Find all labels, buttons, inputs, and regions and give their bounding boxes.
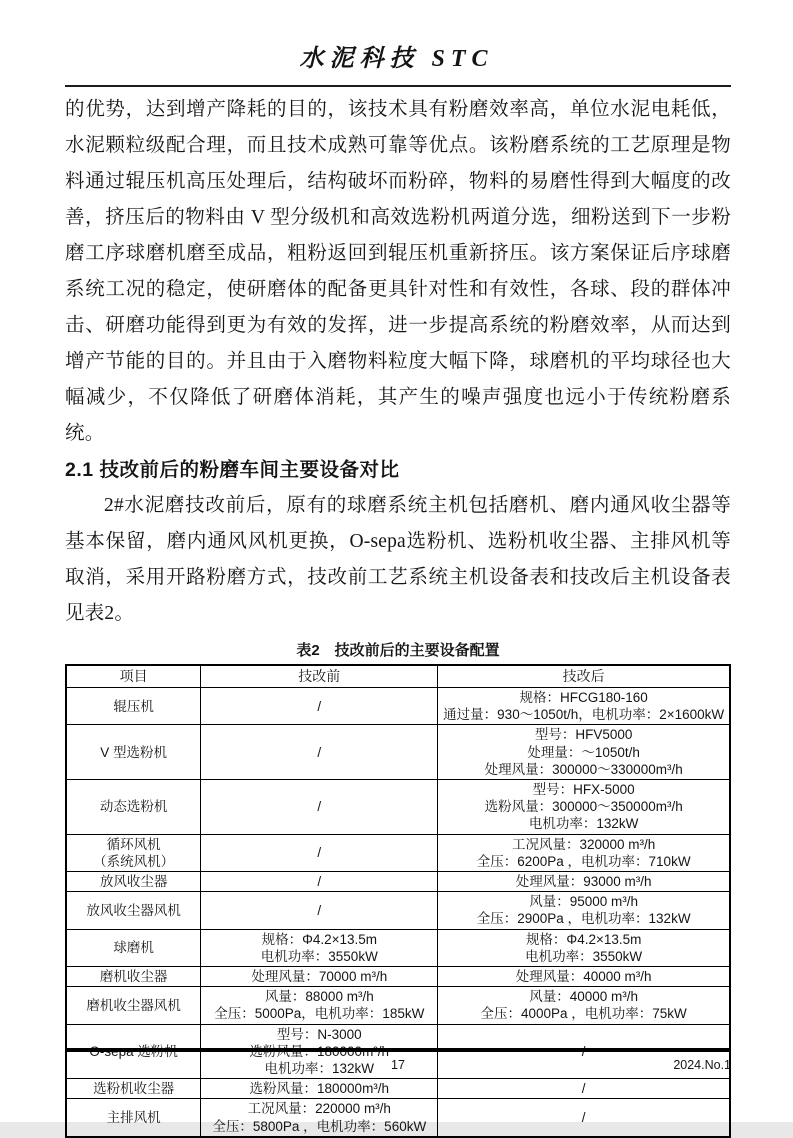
cell-line: 电机功率：3550kW [525, 948, 643, 964]
cell-line: / [317, 902, 322, 918]
section-heading: 2.1 技改前后的粉磨车间主要设备对比 [65, 459, 400, 481]
cell-line: 放风收尘器风机 [86, 902, 181, 918]
cell-item [66, 892, 201, 929]
cell-before [201, 987, 438, 1024]
cell-line: 全压：5800Pa ，电机功率：560kW [212, 1118, 427, 1134]
cell-line: 电机功率：132kW [528, 816, 639, 832]
cell-line: 通过量：930～1050t/h，电机功率：2×1600kW [443, 707, 725, 723]
cell-line: 磨机收尘器风机 [86, 997, 181, 1013]
cell-line: / [581, 1110, 586, 1126]
cell-after [438, 987, 730, 1024]
table-row [66, 929, 730, 966]
cell-line: 工况风量：320000 m³/h [512, 836, 656, 852]
table-row [66, 1079, 730, 1099]
cell-before [201, 872, 438, 892]
cell-before [201, 929, 438, 966]
cell-line: 球磨机 [113, 940, 154, 956]
cell-after [438, 892, 730, 929]
cell-line: V 型选粉机 [100, 744, 168, 760]
cell-line: 型号：HFV5000 [534, 727, 633, 743]
table-header-row [66, 665, 730, 688]
table-caption: 表2 技改前后的主要设备配置 [296, 642, 500, 659]
cell-line: 工况风量：220000 m³/h [247, 1101, 391, 1117]
cell-line: 型号：HFX-5000 [532, 782, 635, 798]
cell-line: 全压：6200Pa ，电机功率：710kW [476, 853, 691, 869]
table-row [66, 872, 730, 892]
cell-line: / [317, 845, 322, 861]
cell-item [66, 780, 201, 835]
cell-before [201, 967, 438, 987]
cell-item [66, 967, 201, 987]
cell-item [66, 725, 201, 780]
cell-line: 选粉机收尘器 [93, 1081, 175, 1097]
cell-line: 磨机收尘器 [99, 969, 168, 985]
cell-line: 主排风机 [106, 1110, 161, 1126]
cell-after [438, 967, 730, 987]
cell-line: 规格：Φ4.2×13.5m [525, 931, 642, 947]
table-row [66, 987, 730, 1024]
cell-line: 选粉风量：300000～350000m³/h [484, 799, 683, 815]
cell-line: / [581, 1081, 586, 1097]
table-row [66, 967, 730, 987]
cell-before [201, 892, 438, 929]
cell-line: 全压：2900Pa ，电机功率：132kW [476, 911, 691, 927]
cell-line: 风量：95000 m³/h [529, 894, 639, 910]
cell-item [66, 872, 201, 892]
cell-item [66, 834, 201, 871]
cell-after [438, 872, 730, 892]
table-row [66, 1099, 730, 1137]
cell-line: 电机功率：3550kW [260, 948, 378, 964]
cell-before [201, 1079, 438, 1099]
cell-after [438, 1099, 730, 1137]
cell-before [201, 834, 438, 871]
issue-label: 2024.No.1 [673, 1058, 731, 1072]
cell-line: 电机功率：132kW [264, 1061, 375, 1077]
cell-line: 处理量：～1050t/h [527, 744, 640, 760]
cell-line: 处理风量：93000 m³/h [515, 874, 652, 890]
cell-item [66, 929, 201, 966]
cell-line: 处理风量：40000 m³/h [515, 969, 652, 985]
cell-before [201, 1099, 438, 1137]
cell-before [201, 725, 438, 780]
cell-after [438, 725, 730, 780]
cell-line: / [317, 874, 322, 890]
cell-after [438, 929, 730, 966]
journal-title: 水泥科技 STC [299, 46, 494, 72]
table-row [66, 834, 730, 871]
footer-rule [65, 1048, 731, 1052]
cell-item [66, 1079, 201, 1099]
cell-line: 风量：40000 m³/h [529, 989, 639, 1005]
cell-before [201, 688, 438, 725]
page-footer [65, 1056, 731, 1074]
cell-line: / [317, 698, 322, 714]
cell-item [66, 987, 201, 1024]
cell-line: 风量：88000 m³/h [264, 989, 374, 1005]
page-content [65, 92, 731, 1138]
column-header-before: 技改前 [201, 665, 438, 688]
cell-line: 型号：N-3000 [276, 1026, 362, 1042]
header-rule [65, 85, 731, 87]
table-row [66, 688, 730, 725]
cell-line: 选粉风量：180000m³/h [249, 1081, 390, 1097]
cell-line: （系统风机） [93, 853, 175, 869]
column-header-item: 项目 [66, 665, 201, 688]
cell-line: 处理风量：70000 m³/h [251, 969, 388, 985]
cell-after [438, 688, 730, 725]
cell-after [438, 834, 730, 871]
table-row [66, 725, 730, 780]
cell-line: 规格：HFCG180-160 [519, 690, 648, 705]
cell-item [66, 688, 201, 725]
cell-line: 辊压机 [113, 698, 154, 714]
cell-line: / [317, 799, 322, 815]
cell-line: 动态选粉机 [99, 799, 168, 815]
cell-line: 放风收尘器 [99, 874, 168, 890]
cell-after [438, 1079, 730, 1099]
cell-item [66, 1099, 201, 1137]
cell-line: 循环风机 [106, 836, 161, 852]
body-paragraph-2: 2#水泥磨技改前后，原有的球磨系统主机包括磨机、磨内通风收尘器等基本保留，磨内通风风机更换，O-sepa选粉机、选粉机收尘器、主排风机等取消，采用开路粉磨方式，技改前工艺系统主机设备表和技改后主机设备表见表2。 [65, 495, 731, 624]
table-row [66, 892, 730, 929]
body-paragraph-1: 的优势，达到增产降耗的目的，该技术具有粉磨效率高，单位水泥电耗低，水泥颗粒级配合理，而且技术成熟可靠等优点。该粉磨系统的工艺原理是物料通过辊压机高压处理后，结构破坏而粉碎，物料的易磨性得到大幅度的改善，挤压后的物料由 V 型分级机和高效选粉机两道分选，细粉送到下一步粉磨工序球磨机磨至成品，粗粉返回到辊压机重新挤压。该方案保证后序球磨系统工况的稳定，使研磨体的配备更具针对性和有效性，各球、段的群体冲击、研磨功能得到更为有效的发挥，进一步提高系统的粉磨效率，从而达到增产节能的目的。并且由于入磨物料粒度大幅下降，球磨机的平均球径也大幅减少，不仅降低了研磨体消耗，其产生的噪声强度也远小于传统粉磨系统。 [65, 99, 731, 444]
table-row [66, 780, 730, 835]
cell-line: / [317, 744, 322, 760]
column-header-after: 技改后 [438, 665, 730, 688]
page-number: 17 [391, 1058, 405, 1072]
cell-line: 全压：5000Pa，电机功率：185kW [214, 1006, 425, 1022]
cell-line: 规格：Φ4.2×13.5m [261, 931, 378, 947]
cell-after [438, 780, 730, 835]
cell-before [201, 780, 438, 835]
cell-line: 全压：4000Pa ，电机功率：75kW [480, 1006, 687, 1022]
cell-line: 处理风量：300000～330000m³/h [484, 761, 683, 777]
